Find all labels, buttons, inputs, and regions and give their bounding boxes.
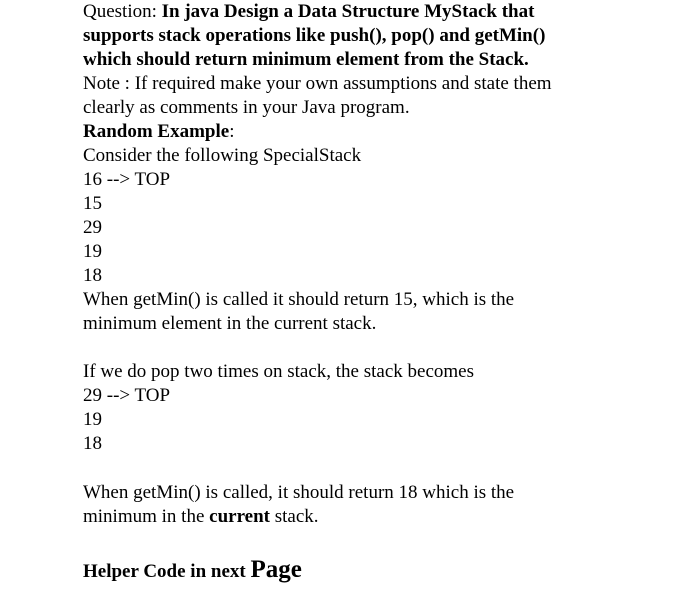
footer-text: Helper Code in next xyxy=(83,561,251,582)
note-line-1: Note : If required make your own assumptions and state them xyxy=(83,73,552,94)
example-2-result-2-pre: minimum in the xyxy=(83,506,210,527)
example-2-result-2-bold: current xyxy=(209,506,270,527)
question-line-2 xyxy=(83,24,545,48)
stack-1-item: 16 --> TOP xyxy=(83,169,171,190)
random-example-label: Random Example xyxy=(83,121,230,142)
question-line-1 xyxy=(83,0,534,24)
question-bold-2: supports stack operations like push(), pop() and getMin() xyxy=(83,25,546,46)
footer-page-word: Page xyxy=(250,556,302,583)
stack-1-item: 15 xyxy=(83,193,102,214)
question-prefix: Question: xyxy=(83,1,162,22)
stack-2-item: 18 xyxy=(83,433,102,454)
example-2-intro: If we do pop two times on stack, the stack becomes xyxy=(83,361,474,382)
question-line-3 xyxy=(83,48,529,72)
example-1-result-1: When getMin() is called it should return 15, which is the xyxy=(83,289,515,310)
question-bold-1: In java Design a Data Structure MyStack that xyxy=(161,1,535,22)
stack-1-item: 29 xyxy=(83,217,102,238)
note-line-2: clearly as comments in your Java program. xyxy=(83,97,410,118)
example-1-result-2: minimum element in the current stack. xyxy=(83,313,377,334)
stack-2-item: 19 xyxy=(83,409,102,430)
example-1-intro: Consider the following SpecialStack xyxy=(83,145,362,166)
question-bold-3: which should return minimum element from the Stack. xyxy=(83,49,529,70)
example-2-result-1: When getMin() is called, it should return 18 which is the xyxy=(83,482,515,503)
stack-2-item: 29 --> TOP xyxy=(83,385,171,406)
stack-1-item: 19 xyxy=(83,241,102,262)
random-example-colon: : xyxy=(229,121,235,142)
example-2-result-2 xyxy=(83,505,319,529)
example-2-result-2-post: stack. xyxy=(270,506,319,527)
random-example-heading xyxy=(83,120,235,144)
footer-line xyxy=(83,554,302,586)
stack-1-item: 18 xyxy=(83,265,102,286)
